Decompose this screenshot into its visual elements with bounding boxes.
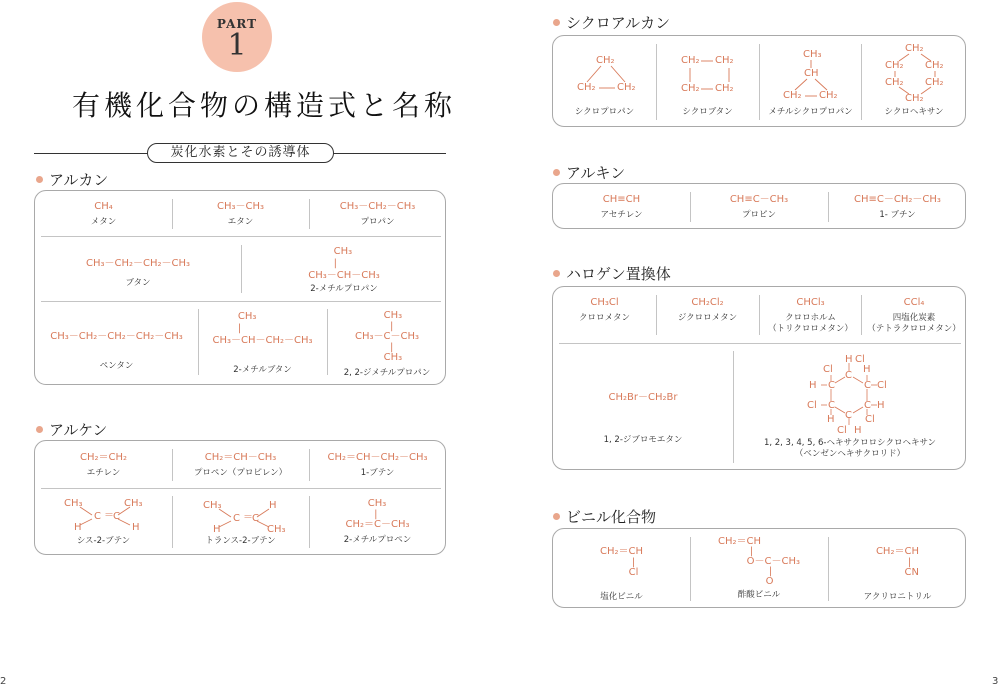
page-number-left: 2 [0, 676, 7, 687]
alkane-item: CH₃－CH₃ エタン [216, 201, 265, 227]
vinyl-box [552, 528, 966, 608]
halogen-item: CH₂Br－CH₂Br 1, 2-ジブロモエタン [603, 392, 683, 445]
alkyne-item: CH≡CH アセチレン [600, 194, 643, 220]
halogen-item: CHCl₃ クロロホルム （トリクロロメタン） [768, 297, 853, 335]
alkane-item: CH₃ | CH₃－CH－CH₂－CH₃ 2-メチルブタン [212, 311, 313, 375]
alkene-item: CH₂＝CH－CH₃ プロペン（プロピレン） [193, 452, 288, 478]
section-heading-cycloalkane: シクロアルカン [553, 12, 670, 33]
cis-2-butene-name: シス-2-ブテン [76, 536, 131, 546]
section-heading-alkyne: アルキン [553, 162, 625, 183]
cycloalkane-name: シクロヘキサン [884, 107, 944, 117]
methylcyclopropane-structure: CH₃ CH CH₂ CH₂ [783, 49, 838, 101]
cycloalkane-box [552, 35, 966, 127]
cycloalkane-name: シクロプロパン [574, 107, 635, 117]
alkyne-item: CH≡C－CH₂－CH₃ 1- ブチン [854, 194, 941, 220]
cyclopropane-structure: CH₂ CH₂ CH₂ [577, 55, 636, 93]
vinyl-item: CH₂＝CH | O－C－CH₃ | O 酢酸ビニル [718, 536, 800, 600]
vinyl-item: CH₂＝CH | Cl 塩化ビニル [599, 546, 643, 602]
subtitle-pill: 炭化水素とその誘導体 [147, 143, 334, 163]
cyclohexane-structure: CH₂ CH₂ CH₂ CH₂ CH₂ CH₂ [885, 43, 944, 104]
page-number-right: 3 [992, 676, 999, 687]
halogen-item: CCl₄ 四塩化炭素 （テトラクロロメタン） [867, 297, 961, 335]
part-badge [202, 2, 272, 72]
trans-2-butene-structure: CH₃ H C ＝ C H CH₃ [203, 500, 286, 535]
alkene-item: CH₂＝CH₂ エチレン [79, 452, 128, 478]
section-heading-alkene: アルケン [36, 419, 107, 440]
alkane-item: CH₃－CH₂－CH₃ プロパン [339, 201, 416, 227]
alkyne-item: CH≡C－CH₃ プロピン [729, 194, 789, 220]
part-number: 1 [227, 28, 247, 63]
alkane-item: CH₃ | CH₃－CH－CH₃ 2-メチルプロパン [308, 246, 380, 294]
alkene-item: CH₂＝CH－CH₂－CH₃ 1-ブテン [327, 452, 428, 478]
section-heading-alkane: アルカン [36, 169, 108, 190]
cycloalkane-name: シクロブタン [682, 107, 733, 117]
part-label: PART [216, 17, 258, 31]
alkyne-box [552, 183, 966, 229]
bullet-dot-icon [553, 169, 560, 176]
section-heading-halogen: ハロゲン置換体 [553, 263, 671, 284]
alkane-item: CH₃－CH₂－CH₂－CH₂－CH₃ ペンタン [50, 331, 183, 371]
cyclobutane-structure: CH₂ CH₂ CH₂ CH₂ [681, 55, 734, 94]
bullet-dot-icon [36, 426, 43, 433]
bullet-dot-icon [553, 19, 560, 26]
hexachlorocyclohexane-name: 1, 2, 3, 4, 5, 6-ヘキサクロロシクロヘキサン （ベンゼンヘキサクロリド） [763, 438, 937, 460]
alkene-box [34, 440, 446, 555]
halogen-item: CH₃Cl クロロメタン [578, 297, 630, 323]
section-heading-vinyl: ビニル化合物 [553, 506, 656, 527]
alkane-item: CH₄ メタン [90, 201, 117, 227]
alkene-item: CH₃ | CH₂＝C－CH₃ 2-メチルプロペン [343, 498, 412, 545]
halogen-box [552, 286, 966, 470]
alkane-box [34, 190, 446, 385]
page-title: 有機化合物の構造式と名称 [72, 89, 457, 122]
hexachlorocyclohexane-structure: H Cl Cl H H C C C Cl Cl C C C H H Cl Cl H [807, 354, 887, 436]
bullet-dot-icon [36, 176, 43, 183]
cycloalkane-name: メチルシクロプロパン [768, 107, 853, 117]
alkane-item: CH₃ | CH₃－C－CH₃ | CH₃ 2, 2-ジメチルプロパン [343, 310, 431, 378]
vinyl-item: CH₂＝CH | CN アクリロニトリル [863, 546, 932, 602]
cis-2-butene-structure: CH₃ CH₃ C ＝ C H H [64, 498, 143, 533]
bullet-dot-icon [553, 513, 560, 520]
trans-2-butene-name: トランス-2-ブテン [205, 536, 276, 546]
halogen-item: CH₂Cl₂ ジクロロメタン [677, 297, 738, 323]
bullet-dot-icon [553, 270, 560, 277]
alkane-item: CH₃－CH₂－CH₂－CH₃ ブタン [85, 258, 191, 288]
